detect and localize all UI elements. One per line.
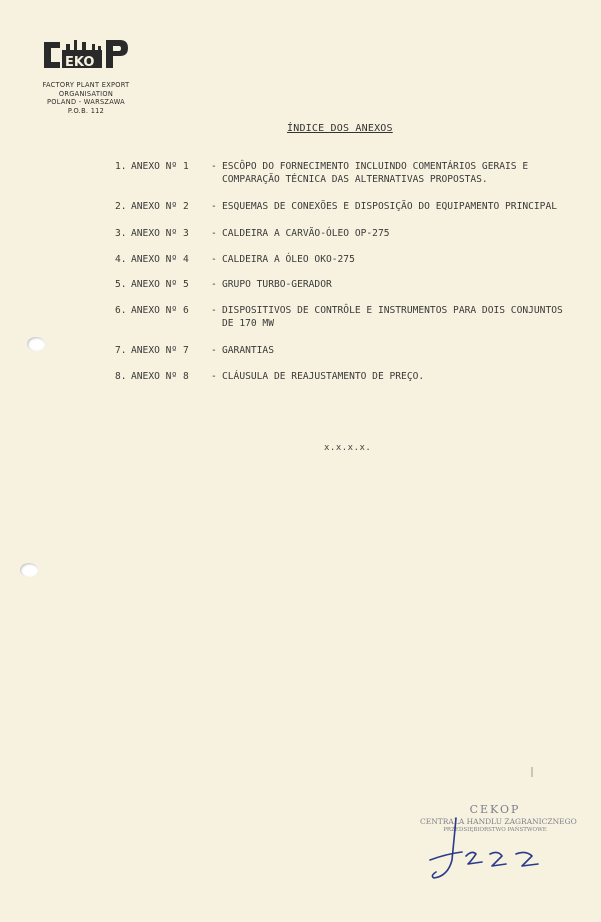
item-dash: - <box>211 201 217 212</box>
closing-separator: x.x.x.x. <box>324 443 372 453</box>
list-item <box>115 160 577 186</box>
org-line-2: ORGANISATION <box>58 89 114 98</box>
item-dash: - <box>211 254 217 265</box>
item-number: 2. <box>115 201 127 212</box>
org-line-4: P.O.B. 112 <box>67 106 105 115</box>
item-dash: - <box>211 279 217 290</box>
item-text: ESCÔPO DO FORNECIMENTO INCLUINDO COMENTÁRIOS GERAIS E COMPARAÇÃO TÉCNICA DAS ALTERNATIVAS PROPOSTAS. <box>222 161 529 185</box>
item-dash: - <box>211 228 217 239</box>
list-item <box>115 370 577 383</box>
item-label: ANEXO Nº 1 <box>131 161 189 172</box>
item-label: ANEXO Nº 7 <box>131 345 189 356</box>
item-label: ANEXO Nº 6 <box>131 305 189 316</box>
org-line-1: FACTORY PLANT EXPORT <box>42 81 130 89</box>
item-text: CALDEIRA A ÓLEO OKO-275 <box>222 254 355 265</box>
item-number: 8. <box>115 371 127 382</box>
stamp-line-1: CEKOP <box>469 803 521 816</box>
item-text: ESQUEMAS DE CONEXÕES E DISPOSIÇÃO DO EQUIPAMENTO PRINCIPAL <box>222 201 558 212</box>
stamp-line-3: PRZEDSIĘBIORSTWO PAŃSTWOWE <box>443 827 547 833</box>
item-dash: - <box>211 345 217 356</box>
svg-text:EKO: EKO <box>65 55 95 70</box>
item-number: 1. <box>115 161 127 172</box>
org-line-3: POLAND - WARSZAWA <box>47 98 125 107</box>
list-item <box>115 253 577 266</box>
item-text: GRUPO TURBO-GERADOR <box>222 279 332 290</box>
item-text: CLÁUSULA DE REAJUSTAMENTO DE PREÇO. <box>222 371 425 382</box>
item-label: ANEXO Nº 2 <box>131 201 189 212</box>
list-item <box>115 304 577 330</box>
item-number: 7. <box>115 345 127 356</box>
item-number: 5. <box>115 279 127 290</box>
item-text: DISPOSITIVOS DE CONTRÔLE E INSTRUMENTOS PARA DOIS CONJUNTOS DE 170 MW <box>222 305 563 329</box>
item-label: ANEXO Nº 8 <box>131 371 189 382</box>
item-label: ANEXO Nº 5 <box>131 279 189 290</box>
item-dash: - <box>211 161 217 172</box>
item-text: CALDEIRA A CARVÃO-ÓLEO OP-275 <box>222 228 390 239</box>
cekop-logo <box>42 36 130 74</box>
item-dash: - <box>211 371 217 382</box>
list-item <box>115 227 577 240</box>
item-label: ANEXO Nº 3 <box>131 228 189 239</box>
punch-hole-lower <box>20 563 38 577</box>
list-item <box>115 278 577 291</box>
pencil-mark <box>531 762 533 772</box>
list-item <box>115 200 577 213</box>
item-number: 6. <box>115 305 127 316</box>
item-text: GARANTIAS <box>222 345 274 356</box>
organisation-address <box>38 81 134 115</box>
handwritten-signature <box>426 810 556 885</box>
item-number: 3. <box>115 228 127 239</box>
page-title: ÍNDICE DOS ANEXOS <box>287 123 393 134</box>
punch-hole-upper <box>27 337 45 351</box>
list-item <box>115 344 577 357</box>
item-number: 4. <box>115 254 127 265</box>
item-dash: - <box>211 305 217 316</box>
stamp-line-2: CENTRALA HANDLU ZAGRANICZNEGO <box>420 817 577 826</box>
item-label: ANEXO Nº 4 <box>131 254 189 265</box>
